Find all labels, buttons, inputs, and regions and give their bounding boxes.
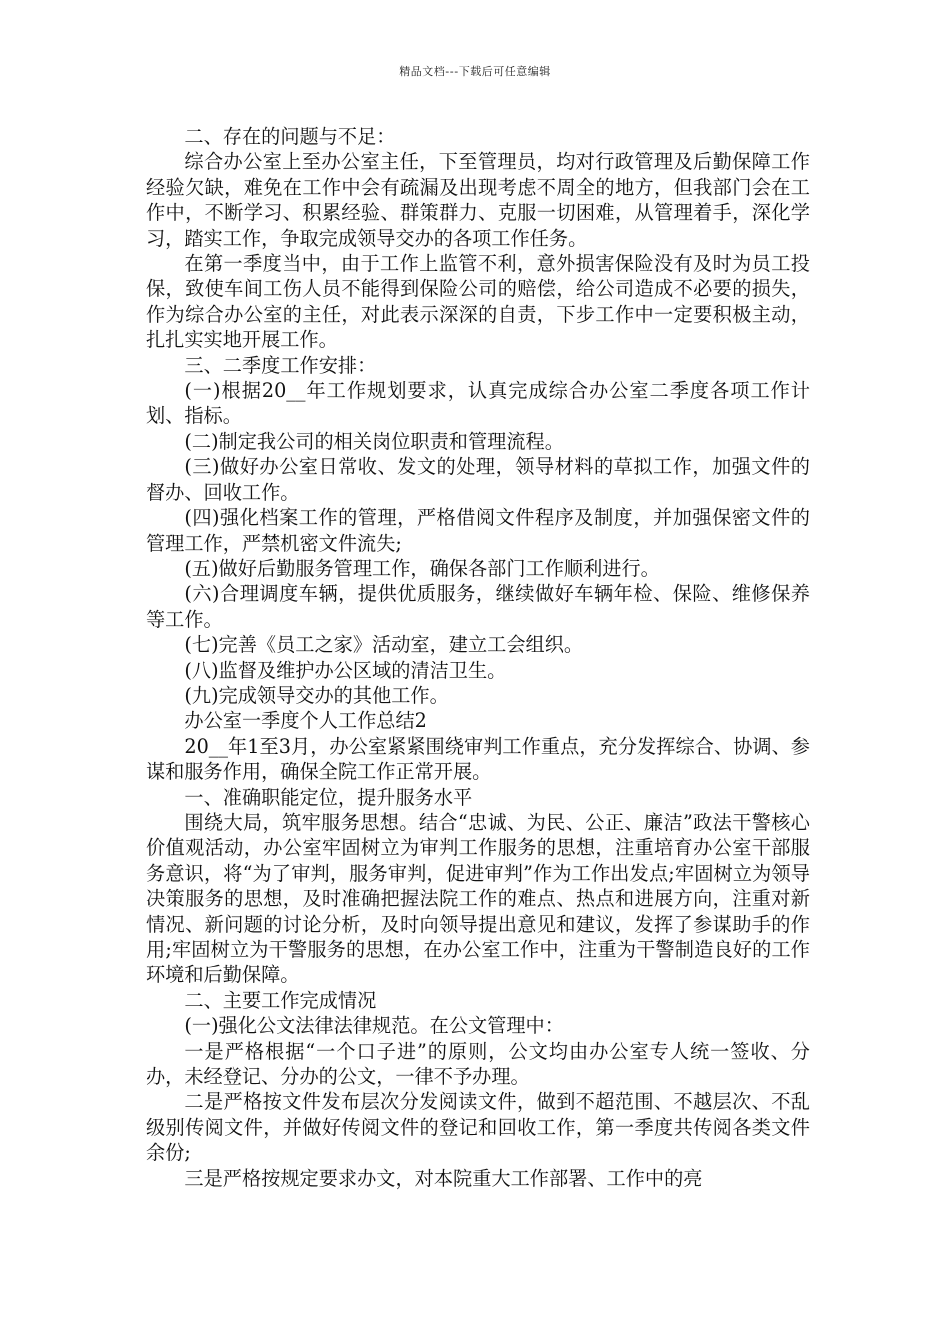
paragraph: 二、主要工作完成情况 [184,988,377,1012]
document-body [146,124,810,1191]
paragraph: 三、二季度工作安排： [184,353,377,377]
paragraph: 二是严格按文件发布层次分发阅读文件，做到不超范围、不越层次、不乱级别传阅文件，并做好传阅文件的登记和回收工作，第一季度共传阅各类文件余份; [146,1090,810,1165]
paragraph: 围绕大局，筑牢服务思想。结合“忠诚、为民、公正、廉洁”政法干警核心价值观活动，办公室牢固树立为审判工作服务的思想，注重培育办公室干部服务意识，将“为了审判，服务审判，促进审判”作为工作出发点;牢固树立为领导决策服务的思想，及时准确把握法院工作的难点、热点和进展方向，注重对新情况、新问题的讨论分析，及时向领导提出意见和建议，发挥了参谋助手的作用;牢固树立为干警服务的思想，在办公室工作中，注重为干警制造良好的工作环境和后勤保障。 [146,810,810,987]
paragraph: 综合办公室上至办公室主任，下至管理员，均对行政管理及后勤保障工作经验欠缺，难免在工作中会有疏漏及出现考虑不周全的地方，但我部门会在工作中，不断学习、积累经验、群策群力、克服一切困难，从管理着手，深化学习，踏实工作，争取完成领导交办的各项工作任务。 [146,150,810,250]
paragraph: (三)做好办公室日常收、发文的处理，领导材料的草拟工作，加强文件的督办、回收工作。 [146,455,810,504]
paragraph: 三是严格按规定要求办文，对本院重大工作部署、工作中的亮 [184,1166,703,1190]
paragraph: 一、准确职能定位，提升服务水平 [184,785,473,809]
paragraph: 在第一季度当中，由于工作上监管不利，意外损害保险没有及时为员工投保，致使车间工伤人员不能得到保险公司的赔偿，给公司造成不必要的损失，作为综合办公室的主任，对此表示深深的自责，下步工作中一定要积极主动，扎扎实实地开展工作。 [146,252,810,352]
paragraph: 二、存在的问题与不足： [184,125,396,148]
paragraph: (九)完成领导交办的其他工作。 [184,683,449,707]
paragraph: (五)做好后勤服务管理工作，确保各部门工作顺利进行。 [184,556,660,580]
paragraph: (六)合理调度车辆，提供优质服务，继续做好车辆年检、保险、维修保养等工作。 [146,582,810,631]
paragraph: (二)制定我公司的相关岗位职责和管理流程。 [184,429,564,453]
paragraph: (八)监督及维护办公区域的清洁卫生。 [184,658,507,682]
paragraph: (七)完善《员工之家》活动室，建立工会组织。 [184,633,584,657]
page-header: 精品文档---下载后可任意编辑 [399,65,551,78]
paragraph: (一)强化公文法律法律规范。在公文管理中： [184,1014,564,1038]
paragraph: 一是严格根据“一个口子进”的原则，公文均由办公室专人统一签收、分办，未经登记、分办的公文，一律不予办理。 [146,1039,810,1089]
paragraph: (四)强化档案工作的管理，严格借阅文件程序及制度，并加强保密文件的管理工作，严禁机密文件流失; [146,506,810,555]
paragraph: 20__年1至3月，办公室紧紧围绕审判工作重点，充分发挥综合、协调、参谋和服务作用，确保全院工作正常开展。 [146,734,810,784]
paragraph: (一)根据20__年工作规划要求，认真完成综合办公室二季度各项工作计划、指标。 [146,379,810,428]
section-title: 办公室一季度个人工作总结2 [184,709,427,733]
